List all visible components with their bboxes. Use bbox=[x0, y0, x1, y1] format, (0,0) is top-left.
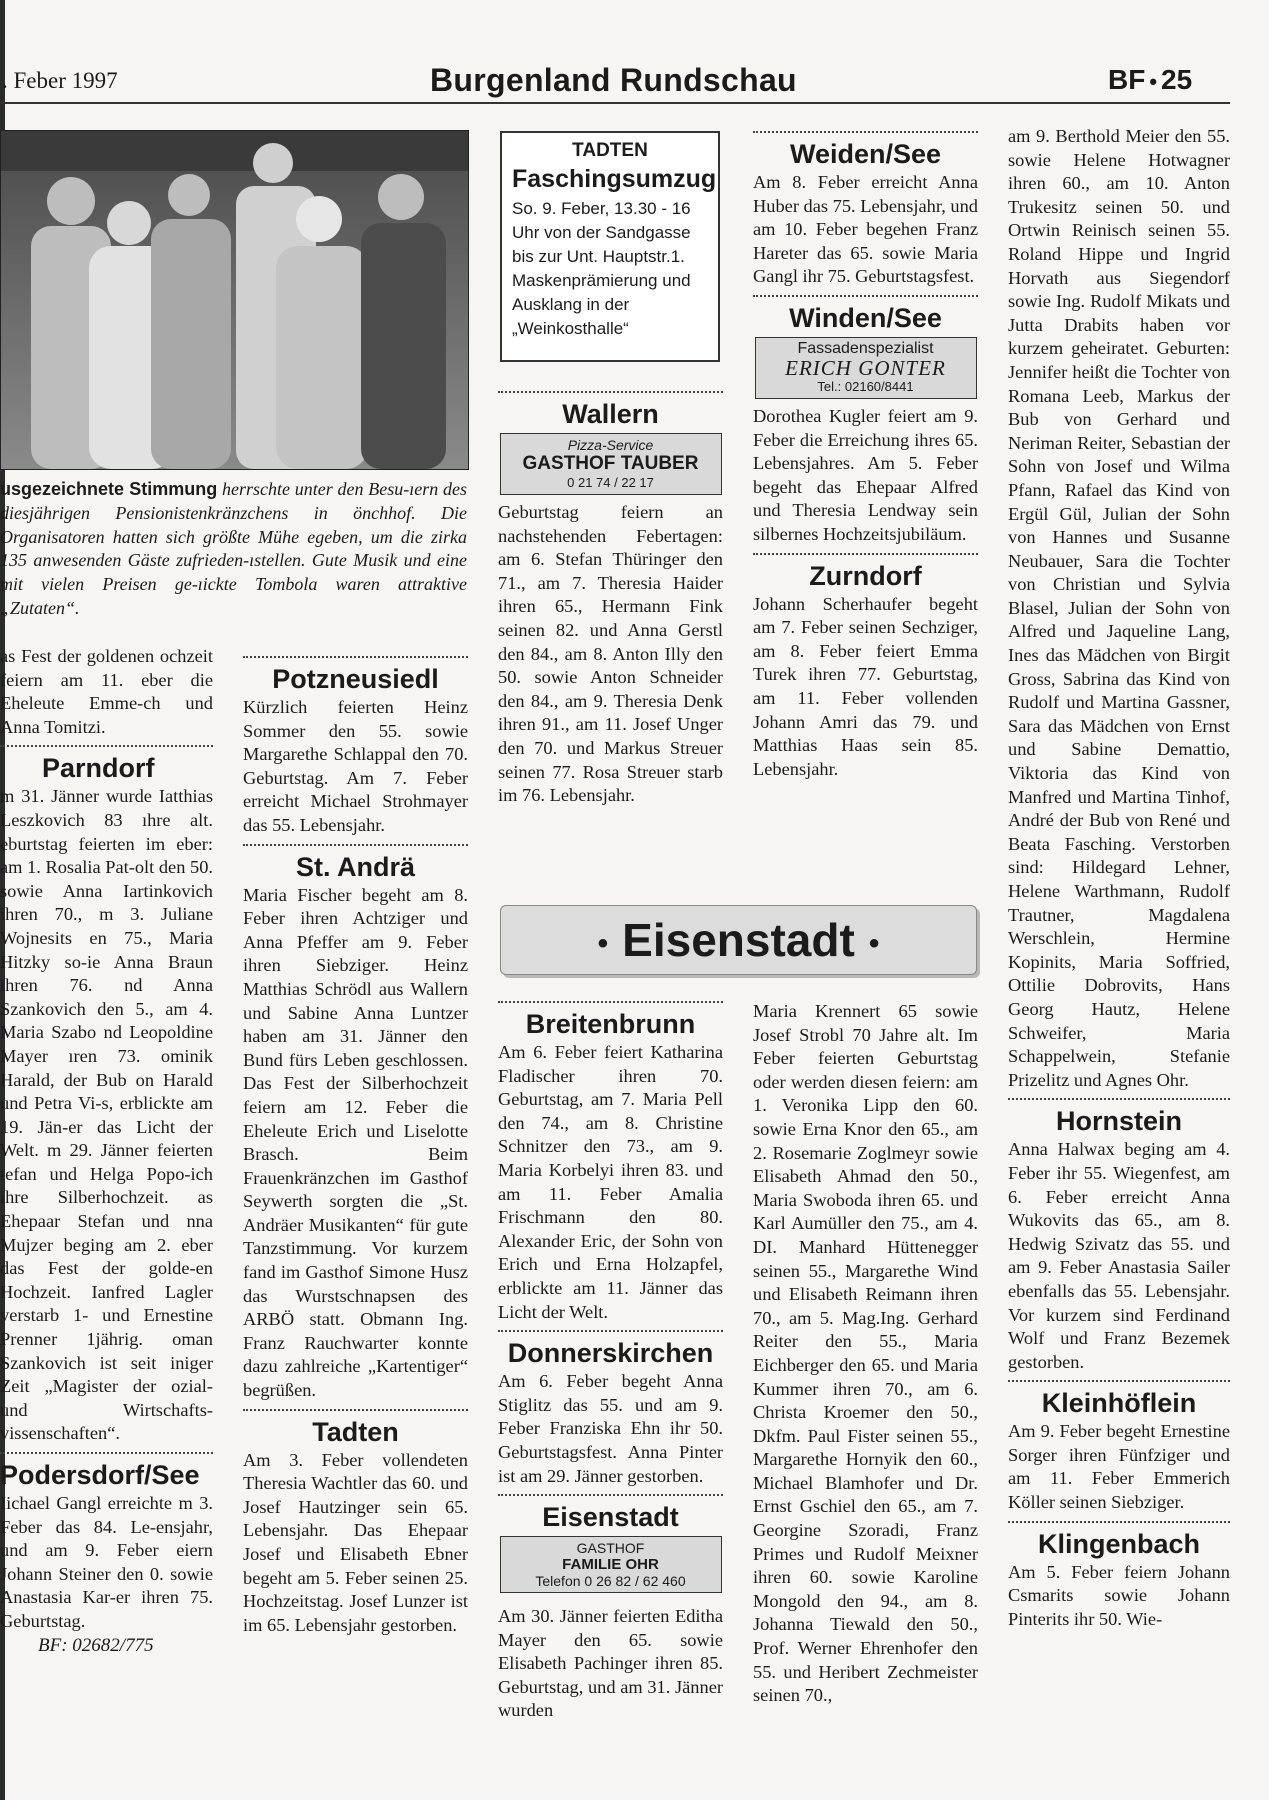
article-zurndorf: Johann Scherhaufer begeht am 7. Feber seinen Sechziger, am 8. Feber feiert Emma Turek ihren 77. Geburtstag, am 11. Feber vollenden Johann Amri das 79. und Matthias Haas sein 85. Lebensjahr. bbox=[753, 593, 978, 779]
ad-line-2: GASTHOF TAUBER bbox=[522, 453, 699, 474]
divider bbox=[753, 131, 978, 133]
page-number bbox=[1108, 64, 1192, 96]
event-box-tadten bbox=[500, 131, 720, 362]
divider bbox=[0, 1452, 213, 1454]
article-eisenstadt-end: am 9. Berthold Meier den 55. sowie Helene Hotwagner ihren 60., am 10. Anton Trukesitz seinen 50. und Ortwin Reinisch seinen 55. Roland Hippe und Ingrid Horvath aus Siegendorf sowie Ing. Rudolf Mikats und Jutta Drabits haben vor kurzem geheiratet. Geburten: Jennifer heißt die Tochter von Romana Leeb, Markus der Bub von Gerhard und Neriman Reiter, Sebastian der Sohn von Josef und Wilma Pfann, Rafael das Kind von Ergül Gül, Julian der Sohn von Hannes und Susanne Neubauer, Sara die Tochter von Christian und Sylvia Blasel, Julian der Sohn von Alfred und Jaqueline Lang, Ines das Mädchen von Birgit Gross, Sabrina das Kind von Rudolf und Martina Gassner, Sara das Mädchen von Ernst und Sabine Demattio, Viktoria das Kind von Manfred und Martina Tinhof, André der Bub von René und Beata Fasching. Verstorben sind: Hildegard Lehner, Helene Warthmann, Rudolf Trautner, Magdalena Werschlein, Hermine Kopinits, Maria Soffried, Ottilie Dobrovits, Hans Georg Hautz, Helene Schweifer, Maria Schappelwein, Stefanie Prizelitz und Agnes Ohr. bbox=[1008, 126, 1230, 1090]
divider bbox=[0, 745, 213, 747]
article-tadten: Am 3. Feber vollendeten Theresia Wachtler das 60. und Josef Hautzinger sein 65. Lebensjahr. Das Ehepaar Josef und Elisabeth Ebner begeht am 5. Feber seinen 25. Hochzeitstag. Josef Lunzer ist im 65. Lebensjahr gestorben. bbox=[243, 1449, 468, 1635]
heading-winden: Winden/See bbox=[789, 302, 942, 333]
column-4-bottom bbox=[753, 1000, 978, 1708]
heading-potzneusiedl: Potzneusiedl bbox=[272, 664, 439, 694]
event-place: TADTEN bbox=[572, 140, 648, 161]
heading-breitenbrunn: Breitenbrunn bbox=[525, 1009, 696, 1039]
article-st-andrae: Maria Fischer begeht am 8. Feber ihren Achtziger und Anna Pfeffer am 9. Feber ihren Siebziger. Heinz Matthias Schrödl aus Wallern und Sabine Anna Luntzer haben am 31. Jänner den Bund fürs Leben geschlossen. Das Fest der Silberhochzeit feiern am 12. Feber die Eheleute Erich und Liselotte Brasch. Beim Frauenkränzchen im Gasthof Seywerth sorgten die „St. Andräer Musikanten“ für gute Tanzstimmung. Vor kurzem fand im Gasthof Simone Husz das Wurstschnapsen des ARBÖ statt. Obmann Ing. Franz Rauchwarter konnte dazu zahlreiche „Kartentiger“ begrüßen. bbox=[243, 884, 468, 1401]
article-weiden: Am 8. Feber erreicht Anna Huber das 75. Lebensjahr, und am 10. Feber begehen Franz Hareter das 65. sowie Maria Gangl ihr 75. Geburtstagsfest. bbox=[753, 172, 978, 287]
intro-text: as Fest der goldenen ochzeit feiern am 11. eber die Eheleute Emme-ch und Anna Tomitzi. bbox=[0, 646, 213, 737]
heading-eisenstadt: Eisenstadt bbox=[542, 1502, 679, 1533]
divider bbox=[498, 1330, 723, 1332]
contact-telephone: BF: 02682/775 bbox=[38, 1634, 154, 1656]
article-donnerskirchen: Am 6. Feber begeht Anna Stiglitz das 55. und am 9. Feber Franziska Ehn ihr 50. Geburtstagsfest. Anna Pinter ist am 29. Jänner gestorben. bbox=[498, 1371, 723, 1486]
edition-code: BF bbox=[1108, 64, 1146, 95]
column-2 bbox=[243, 650, 468, 1637]
caption-lead: usgezeichnete Stimmung bbox=[0, 479, 218, 499]
heading-st-andrae: St. Andrä bbox=[295, 851, 415, 882]
event-title: Faschingsumzug bbox=[512, 165, 717, 193]
article-breitenbrunn: Am 6. Feber feiert Katharina Fladischer ihren 70. Geburtstag, am 7. Maria Pell den 74., am 8. Christine Schnitzer den 73., am 9. Maria Korbelyi ihren 83. und am 11. Feber Amalia Frischmann den 80. Alexander Eric, der Sohn von Erich und Erna Holzapfel, erblickte am 11. Jänner das Licht der Welt. bbox=[498, 1042, 723, 1322]
banner-dot-right: • bbox=[868, 926, 880, 960]
column-3-bottom bbox=[498, 995, 723, 1723]
divider bbox=[1008, 1098, 1230, 1100]
divider bbox=[753, 295, 978, 297]
heading-podersdorf: Podersdorf/See bbox=[0, 1460, 200, 1490]
divider bbox=[243, 1409, 468, 1411]
column-1 bbox=[0, 645, 213, 1657]
divider bbox=[1008, 1380, 1230, 1382]
article-parndorf: m 31. Jänner wurde Iatthias Leszkovich 83 ıhre alt. eburtstag feierten im eber: am 1. Rosalia Pat-olt den 50. sowie Anna Iartinkovich ihren 70., m 3. Juliane Wojnesits en 75., Maria Hitzky so-ie Anna Braun ihren 76. nd Anna Szankovich den 5., am 4. Maria Szabo nd Leopoldine Mayer ıren 73. ominik Harald, der Bub on Harald und Petra Vi-s, erblickte am 19. Jän-er das Licht der Welt. m 29. Jänner feierten tefan und Helga Popo-ich ihre Silberhochzeit. as Ehepaar Stefan und nna Mujzer beging am 2. eber das Fest der golde-en Hochzeit. Ianfred Lagler verstarb 1- und Ernestine Prenner 1jährig. oman Szankovich ist seit iniger Zeit „Magister der ozial- und Wirtschafts-vissenschaften“. bbox=[0, 786, 213, 1444]
caption-text: herrschte unter den Besu-ıern des diesjährigen Pensionistenkränzchens in önchhof. Die Organisatoren hatten sich größte Mühe egeben, um die zirka 135 anwesenden Gäste zufrieden-ıstellen. Gute Musik und eine mit vielen Preisen ge-ıickte Tombola waren attraktive „Zutaten“. bbox=[0, 479, 467, 618]
column-5 bbox=[1008, 125, 1230, 1631]
divider bbox=[498, 391, 723, 393]
divider bbox=[498, 1494, 723, 1496]
article-winden: Dorothea Kugler feiert am 9. Feber die Erreichung ihres 65. Lebensjahres. Am 5. Feber begeht das Ehepaar Alfred und Theresia Lendway sein silbernes Hochzeitsjubiläum. bbox=[753, 405, 978, 544]
heading-donnerskirchen: Donnerskirchen bbox=[507, 1338, 714, 1369]
article-eisenstadt: Am 30. Jänner feierten Editha Mayer den 65. sowie Elisabeth Pachinger ihren 85. Geburtstag, und am 31. Jänner wurden bbox=[498, 1606, 723, 1721]
ad-familie-ohr bbox=[500, 1536, 722, 1593]
heading-kleinhoeflein: Kleinhöflein bbox=[1041, 1388, 1197, 1419]
masthead bbox=[0, 58, 1230, 104]
photo-image bbox=[1, 131, 468, 469]
ad-line-3: Telefon 0 26 82 / 62 460 bbox=[535, 1573, 686, 1590]
issue-date: . Feber 1997 bbox=[2, 68, 118, 93]
heading-wallern: Wallern bbox=[562, 399, 659, 429]
banner-title: Eisenstadt bbox=[622, 914, 855, 966]
article-potzneusiedl: Kürzlich feierten Heinz Sommer den 55. sowie Margarethe Schlappal den 70. Geburtstag. Am 7. Feber erreicht Michael Strohmayer das 55. Lebensjahr. bbox=[243, 697, 468, 835]
column-4-top bbox=[753, 125, 978, 781]
heading-hornstein: Hornstein bbox=[1055, 1106, 1182, 1137]
banner-dot-left: • bbox=[597, 926, 609, 960]
article-wallern: Geburtstag feiern an nachstehenden Febertagen: am 6. Stefan Thüringer den 71., am 7. Theresia Haider ihren 65., Hermann Fink seinen 82. und Anna Gerstl den 84., am 8. Anton Illy den 50. sowie Anton Schneider den 84., am 9. Theresia Denk ihren 91., am 11. Josef Unger den 70. und Markus Streuer seinen 77. Rosa Streuer starb im 76. Lebensjahr. bbox=[498, 502, 723, 806]
heading-tadten: Tadten bbox=[312, 1416, 399, 1447]
article-kleinhoeflein: Am 9. Feber begeht Ernestine Sorger ihren Fünfziger und am 11. Feber Emmerich Köller seinen Siebziger. bbox=[1008, 1421, 1230, 1513]
article-klingenbach: Am 5. Feber feiern Johann Csmarits sowie Johann Pinterits ihr 50. Wie- bbox=[1008, 1561, 1230, 1629]
column-3-top bbox=[498, 385, 723, 808]
ad-line-3: 0 21 74 / 22 17 bbox=[567, 475, 654, 490]
ad-line-2: FAMILIE OHR bbox=[562, 1556, 659, 1574]
ad-erich-gonter bbox=[755, 337, 977, 399]
article-eisenstadt-continued: Maria Krennert 65 sowie Josef Strobl 70 Jahre alt. Im Feber feierten Geburtstag oder werden diesen feiern: am 1. Veronika Lipp den 60. sowie Erna Knor den 65., am 2. Rosemarie Zoglmeyr sowie Elisabeth Ahmad den 50., Maria Swoboda ihren 65. und Karl Aumüller den 75., am 4. DI. Manhard Hüttenegger seinen 55., Margarethe Wind und Elisabeth Reimann ihren 70., am 5. Mag.Ing. Gerhard Reiter den 55., Maria Eichberger den 65. und Maria Kummer ihren 70., am 6. Christa Kroemer den 50., Dkfm. Paul Fister seinen 55., Margarethe Hornyik den 60., Michael Blamhofer und Dr. Ernst Gschiel den 65., am 7. Georgine Szoradi, Franz Primes und Rudolf Meixner ihren 60. sowie Karoline Mongold den 94., am 8. Johanna Tiewald den 50., Prof. Werner Ehrenhofer den 55. und Heribert Zechmeister seinen 70., bbox=[753, 1001, 978, 1706]
page-num: 25 bbox=[1161, 64, 1193, 95]
article-hornstein: Anna Halwax beging am 4. Feber ihr 55. Wiegenfest, am 6. Feber erreicht Anna Wukovits das 65., am 8. Hedwig Szivatz das 55. und am 9. Feber Anastasia Sailer ebenfalls das 55. Lebensjahr. Vor kurzem sind Ferdinand Wolf und Franz Bezemek gestorben. bbox=[1008, 1139, 1230, 1372]
ad-line-3: Tel.: 02160/8441 bbox=[817, 378, 914, 394]
photo-caption bbox=[0, 478, 467, 621]
ad-line-2: ERICH GONTER bbox=[785, 355, 946, 380]
ad-line-1: Pizza-Service bbox=[567, 437, 654, 453]
heading-zurndorf: Zurndorf bbox=[809, 560, 922, 591]
heading-weiden: Weiden/See bbox=[789, 139, 942, 169]
divider bbox=[753, 553, 978, 555]
group-photo bbox=[0, 130, 469, 470]
heading-parndorf: Parndorf bbox=[42, 753, 155, 784]
ad-line-1: GASTHOF bbox=[576, 1540, 645, 1557]
divider bbox=[243, 844, 468, 846]
ad-line-1: Fassadenspezialist bbox=[797, 339, 934, 357]
divider bbox=[498, 1001, 723, 1003]
ad-gasthof-tauber bbox=[500, 433, 722, 495]
divider bbox=[243, 656, 468, 658]
section-banner-eisenstadt bbox=[500, 905, 977, 975]
event-details: So. 9. Feber, 13.30 - 16 Uhr von der Sandgasse bis zur Unt. Hauptstr.1. Maskenprämierung und Ausklang in der „Weinkosthalle“ bbox=[512, 199, 691, 338]
article-podersdorf: Iichael Gangl erreichte m 3. Feber das 84. Le-ensjahr, und am 9. Feber eiern Johann Steiner den 0. sowie Anastasia Kar-er ihren 75. Geburtstag. bbox=[0, 1493, 213, 1631]
separator-dot: • bbox=[1149, 69, 1158, 94]
heading-klingenbach: Klingenbach bbox=[1037, 1528, 1200, 1559]
divider bbox=[1008, 1521, 1230, 1523]
newspaper-title: Burgenland Rundschau bbox=[430, 62, 797, 98]
